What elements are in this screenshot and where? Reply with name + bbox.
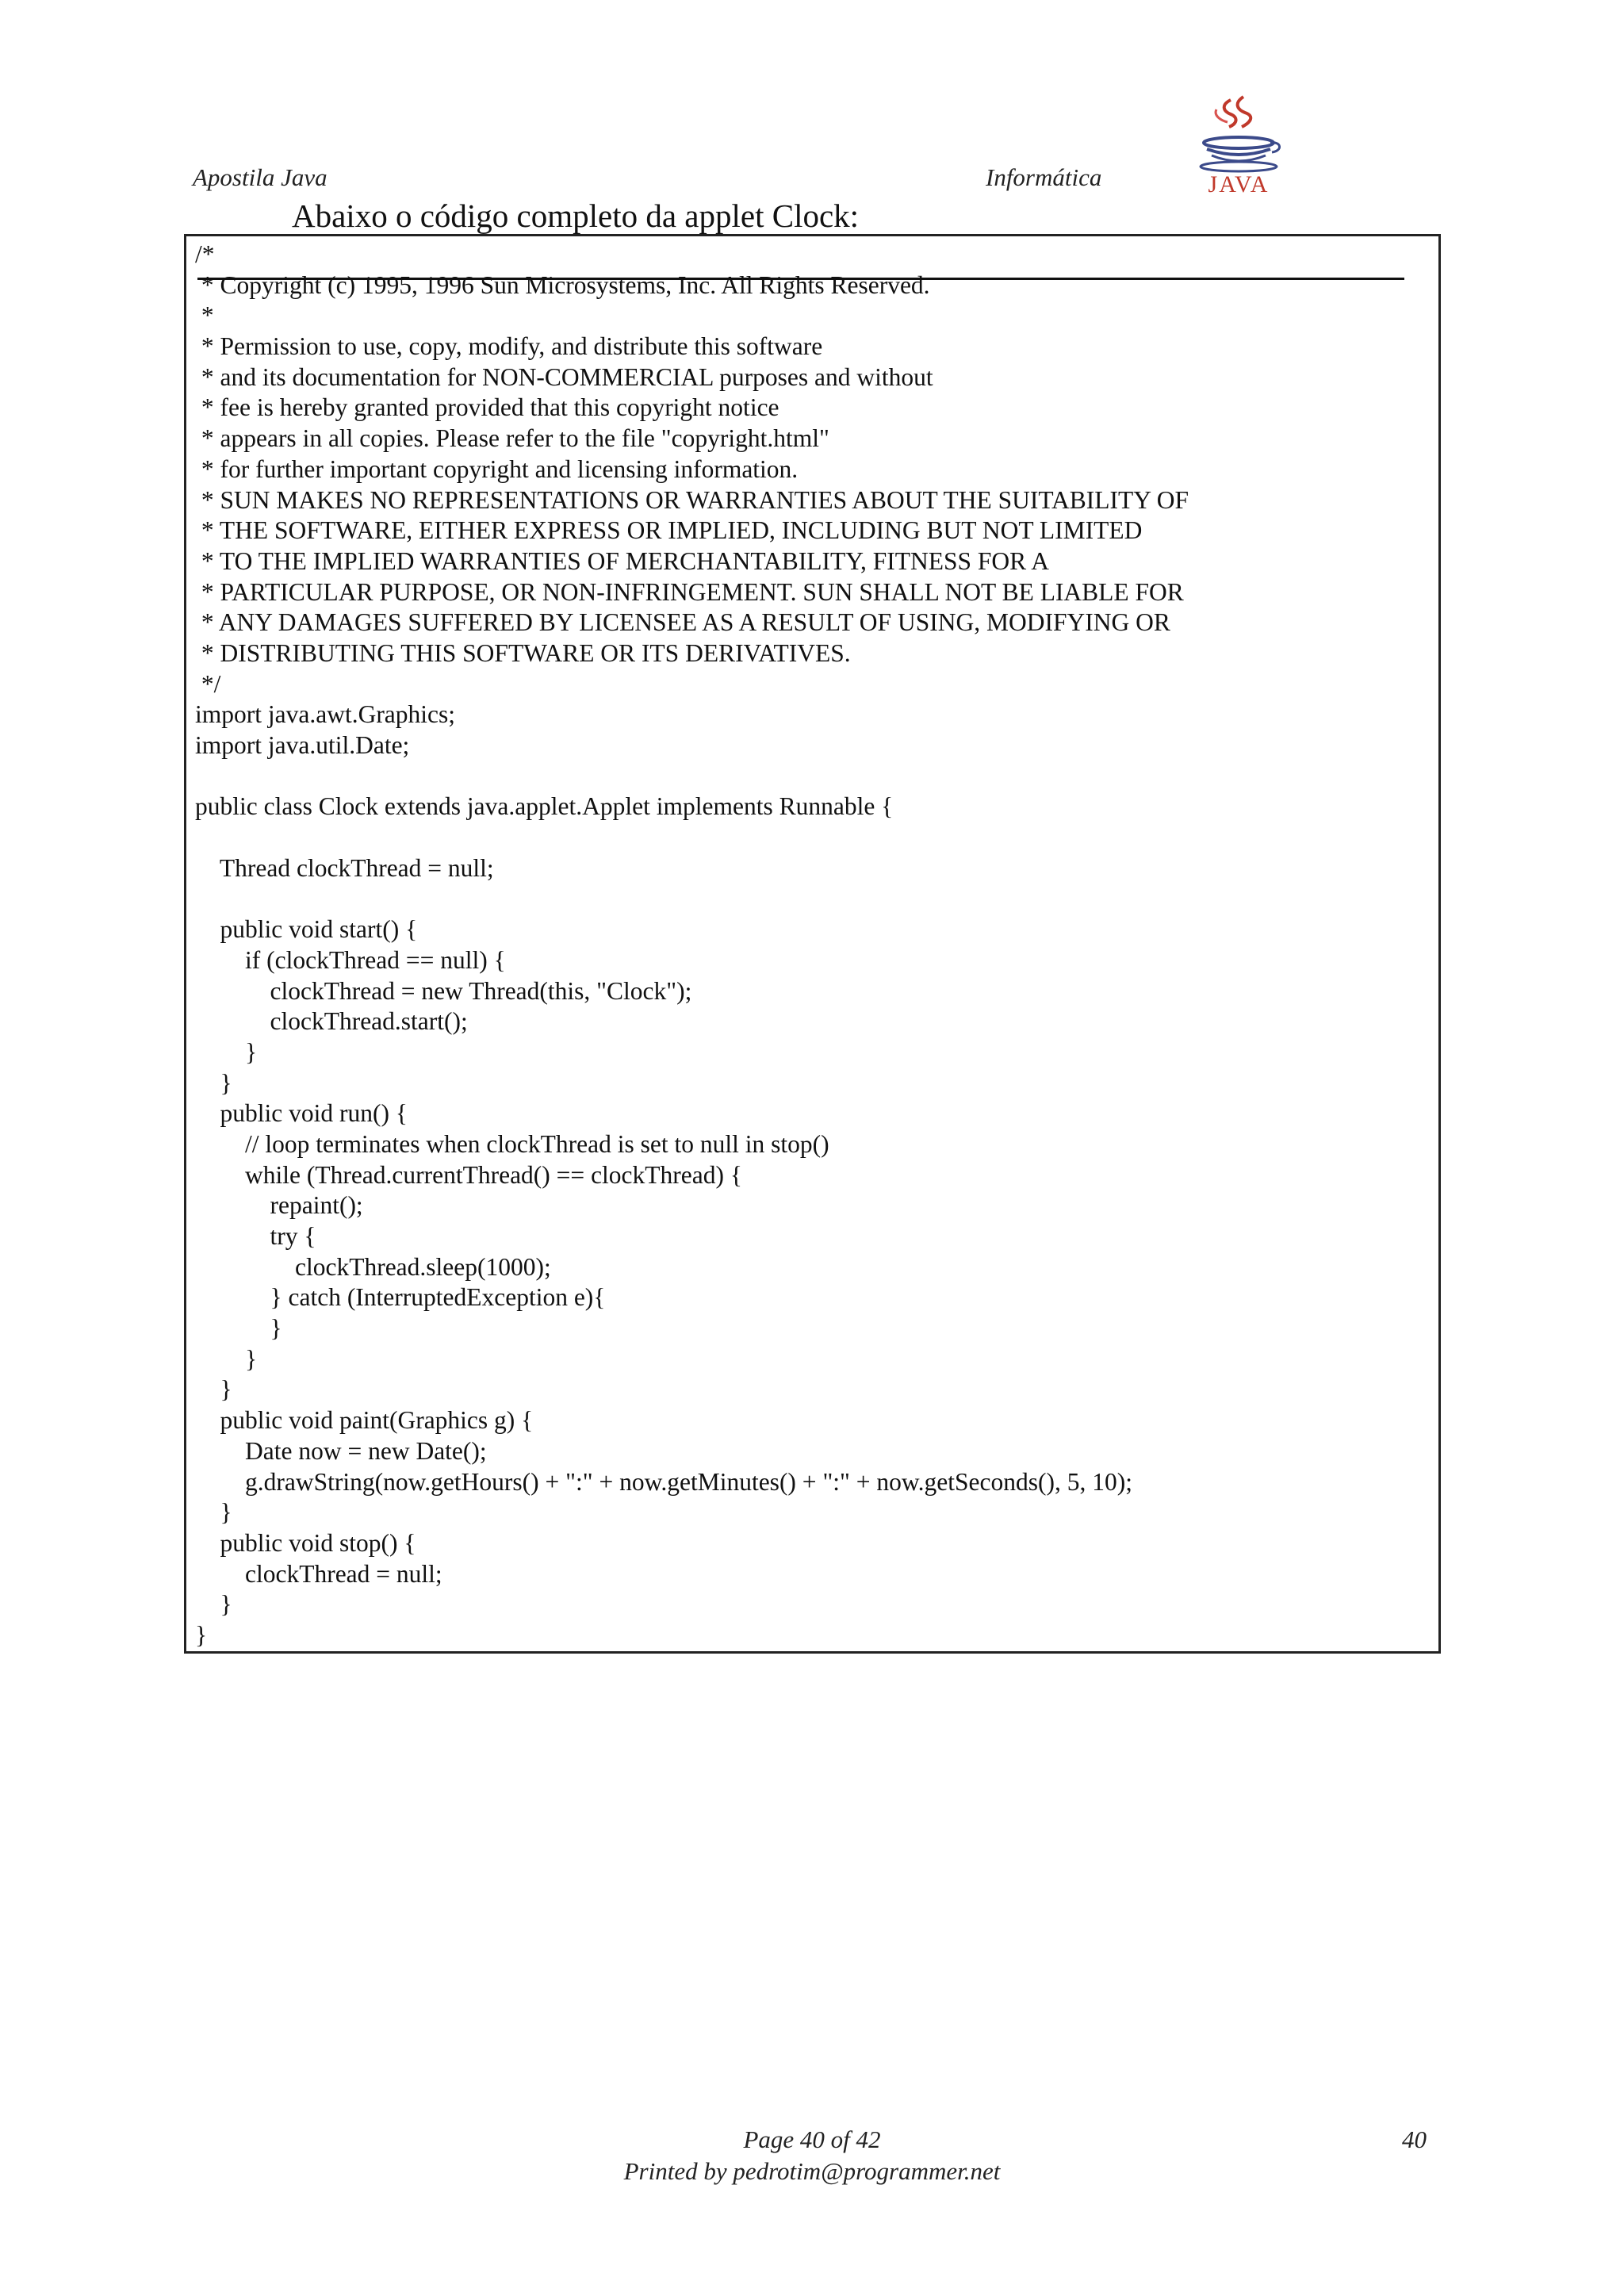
code-line: * ANY DAMAGES SUFFERED BY LICENSEE AS A RESULT OF USING, MODIFYING OR bbox=[195, 608, 1170, 637]
code-line: public void stop() { bbox=[195, 1528, 416, 1557]
java-cup-icon bbox=[1182, 94, 1293, 195]
code-line: * for further important copyright and licensing information. bbox=[195, 454, 799, 483]
code-line: while (Thread.currentThread() == clockThread) { bbox=[195, 1160, 742, 1189]
code-line: } bbox=[195, 1498, 232, 1527]
code-line: clockThread.sleep(1000); bbox=[195, 1252, 551, 1281]
code-line: try { bbox=[195, 1222, 316, 1250]
code-line: public void start() { bbox=[195, 915, 418, 944]
intro-text: Abaixo o código completo da applet Clock: bbox=[292, 197, 860, 234]
code-line: repaint(); bbox=[195, 1191, 363, 1220]
code-line: } bbox=[195, 1314, 282, 1343]
svg-text:JAVA: JAVA bbox=[1208, 171, 1270, 195]
code-line: public void run() { bbox=[195, 1099, 408, 1128]
code-line: clockThread = null; bbox=[195, 1559, 442, 1588]
code-line: * Permission to use, copy, modify, and distribute this software bbox=[195, 332, 823, 361]
code-line: Date now = new Date(); bbox=[195, 1436, 487, 1465]
code-line: } bbox=[195, 1037, 258, 1066]
code-line: * Copyright (c) 1995, 1996 Sun Microsystems, Inc. All Rights Reserved. bbox=[195, 270, 930, 299]
footer-printed-by: Printed by pedrotim@programmer.net bbox=[623, 2157, 1001, 2185]
code-line: if (clockThread == null) { bbox=[195, 945, 506, 974]
code-line: * and its documentation for NON-COMMERCIAL purposes and without bbox=[195, 362, 933, 391]
code-block bbox=[195, 240, 1189, 1651]
code-line: } bbox=[195, 1590, 232, 1619]
footer-page-number: 40 bbox=[1402, 2125, 1427, 2153]
code-line: /* bbox=[195, 240, 215, 268]
code-line: } bbox=[195, 1068, 232, 1097]
code-line: import java.awt.Graphics; bbox=[195, 700, 456, 729]
code-line: Thread clockThread = null; bbox=[195, 853, 494, 882]
code-line: clockThread = new Thread(this, "Clock"); bbox=[195, 976, 692, 1005]
code-line: clockThread.start(); bbox=[195, 1007, 468, 1036]
code-line: } bbox=[195, 1344, 258, 1373]
code-line: * PARTICULAR PURPOSE, OR NON-INFRINGEMENT. SUN SHALL NOT BE LIABLE FOR bbox=[195, 577, 1184, 606]
code-line: * fee is hereby granted provided that this copyright notice bbox=[195, 393, 779, 422]
header-title: Apostila Java bbox=[193, 163, 327, 191]
code-listing bbox=[184, 234, 1441, 1654]
code-line: import java.util.Date; bbox=[195, 731, 410, 759]
code-line: * DISTRIBUTING THIS SOFTWARE OR ITS DERIVATIVES. bbox=[195, 638, 851, 667]
code-line: } bbox=[195, 1620, 208, 1649]
code-line bbox=[195, 822, 1189, 853]
code-line: g.drawString(now.getHours() + ":" + now.getMinutes() + ":" + now.getSeconds(), 5, 10); bbox=[195, 1467, 1132, 1496]
code-line: * SUN MAKES NO REPRESENTATIONS OR WARRANTIES ABOUT THE SUITABILITY OF bbox=[195, 485, 1189, 514]
code-line: } bbox=[195, 1375, 232, 1404]
code-line: * THE SOFTWARE, EITHER EXPRESS OR IMPLIED, INCLUDING BUT NOT LIMITED bbox=[195, 516, 1143, 545]
footer-page-label: Page 40 of 42 bbox=[743, 2125, 881, 2153]
code-line: } catch (InterruptedException e){ bbox=[195, 1283, 606, 1312]
java-logo bbox=[1182, 94, 1293, 195]
code-line bbox=[195, 761, 1189, 792]
code-line: */ bbox=[195, 669, 221, 698]
code-line: // loop terminates when clockThread is set to null in stop() bbox=[195, 1129, 829, 1158]
code-line bbox=[195, 884, 1189, 914]
header-subject: Informática bbox=[986, 163, 1102, 191]
code-line: * TO THE IMPLIED WARRANTIES OF MERCHANTABILITY, FITNESS FOR A bbox=[195, 546, 1050, 575]
code-line: * appears in all copies. Please refer to the file "copyright.html" bbox=[195, 424, 829, 453]
code-line: public void paint(Graphics g) { bbox=[195, 1406, 534, 1435]
code-line: public class Clock extends java.applet.Applet implements Runnable { bbox=[195, 792, 894, 821]
code-line: * bbox=[195, 301, 214, 330]
